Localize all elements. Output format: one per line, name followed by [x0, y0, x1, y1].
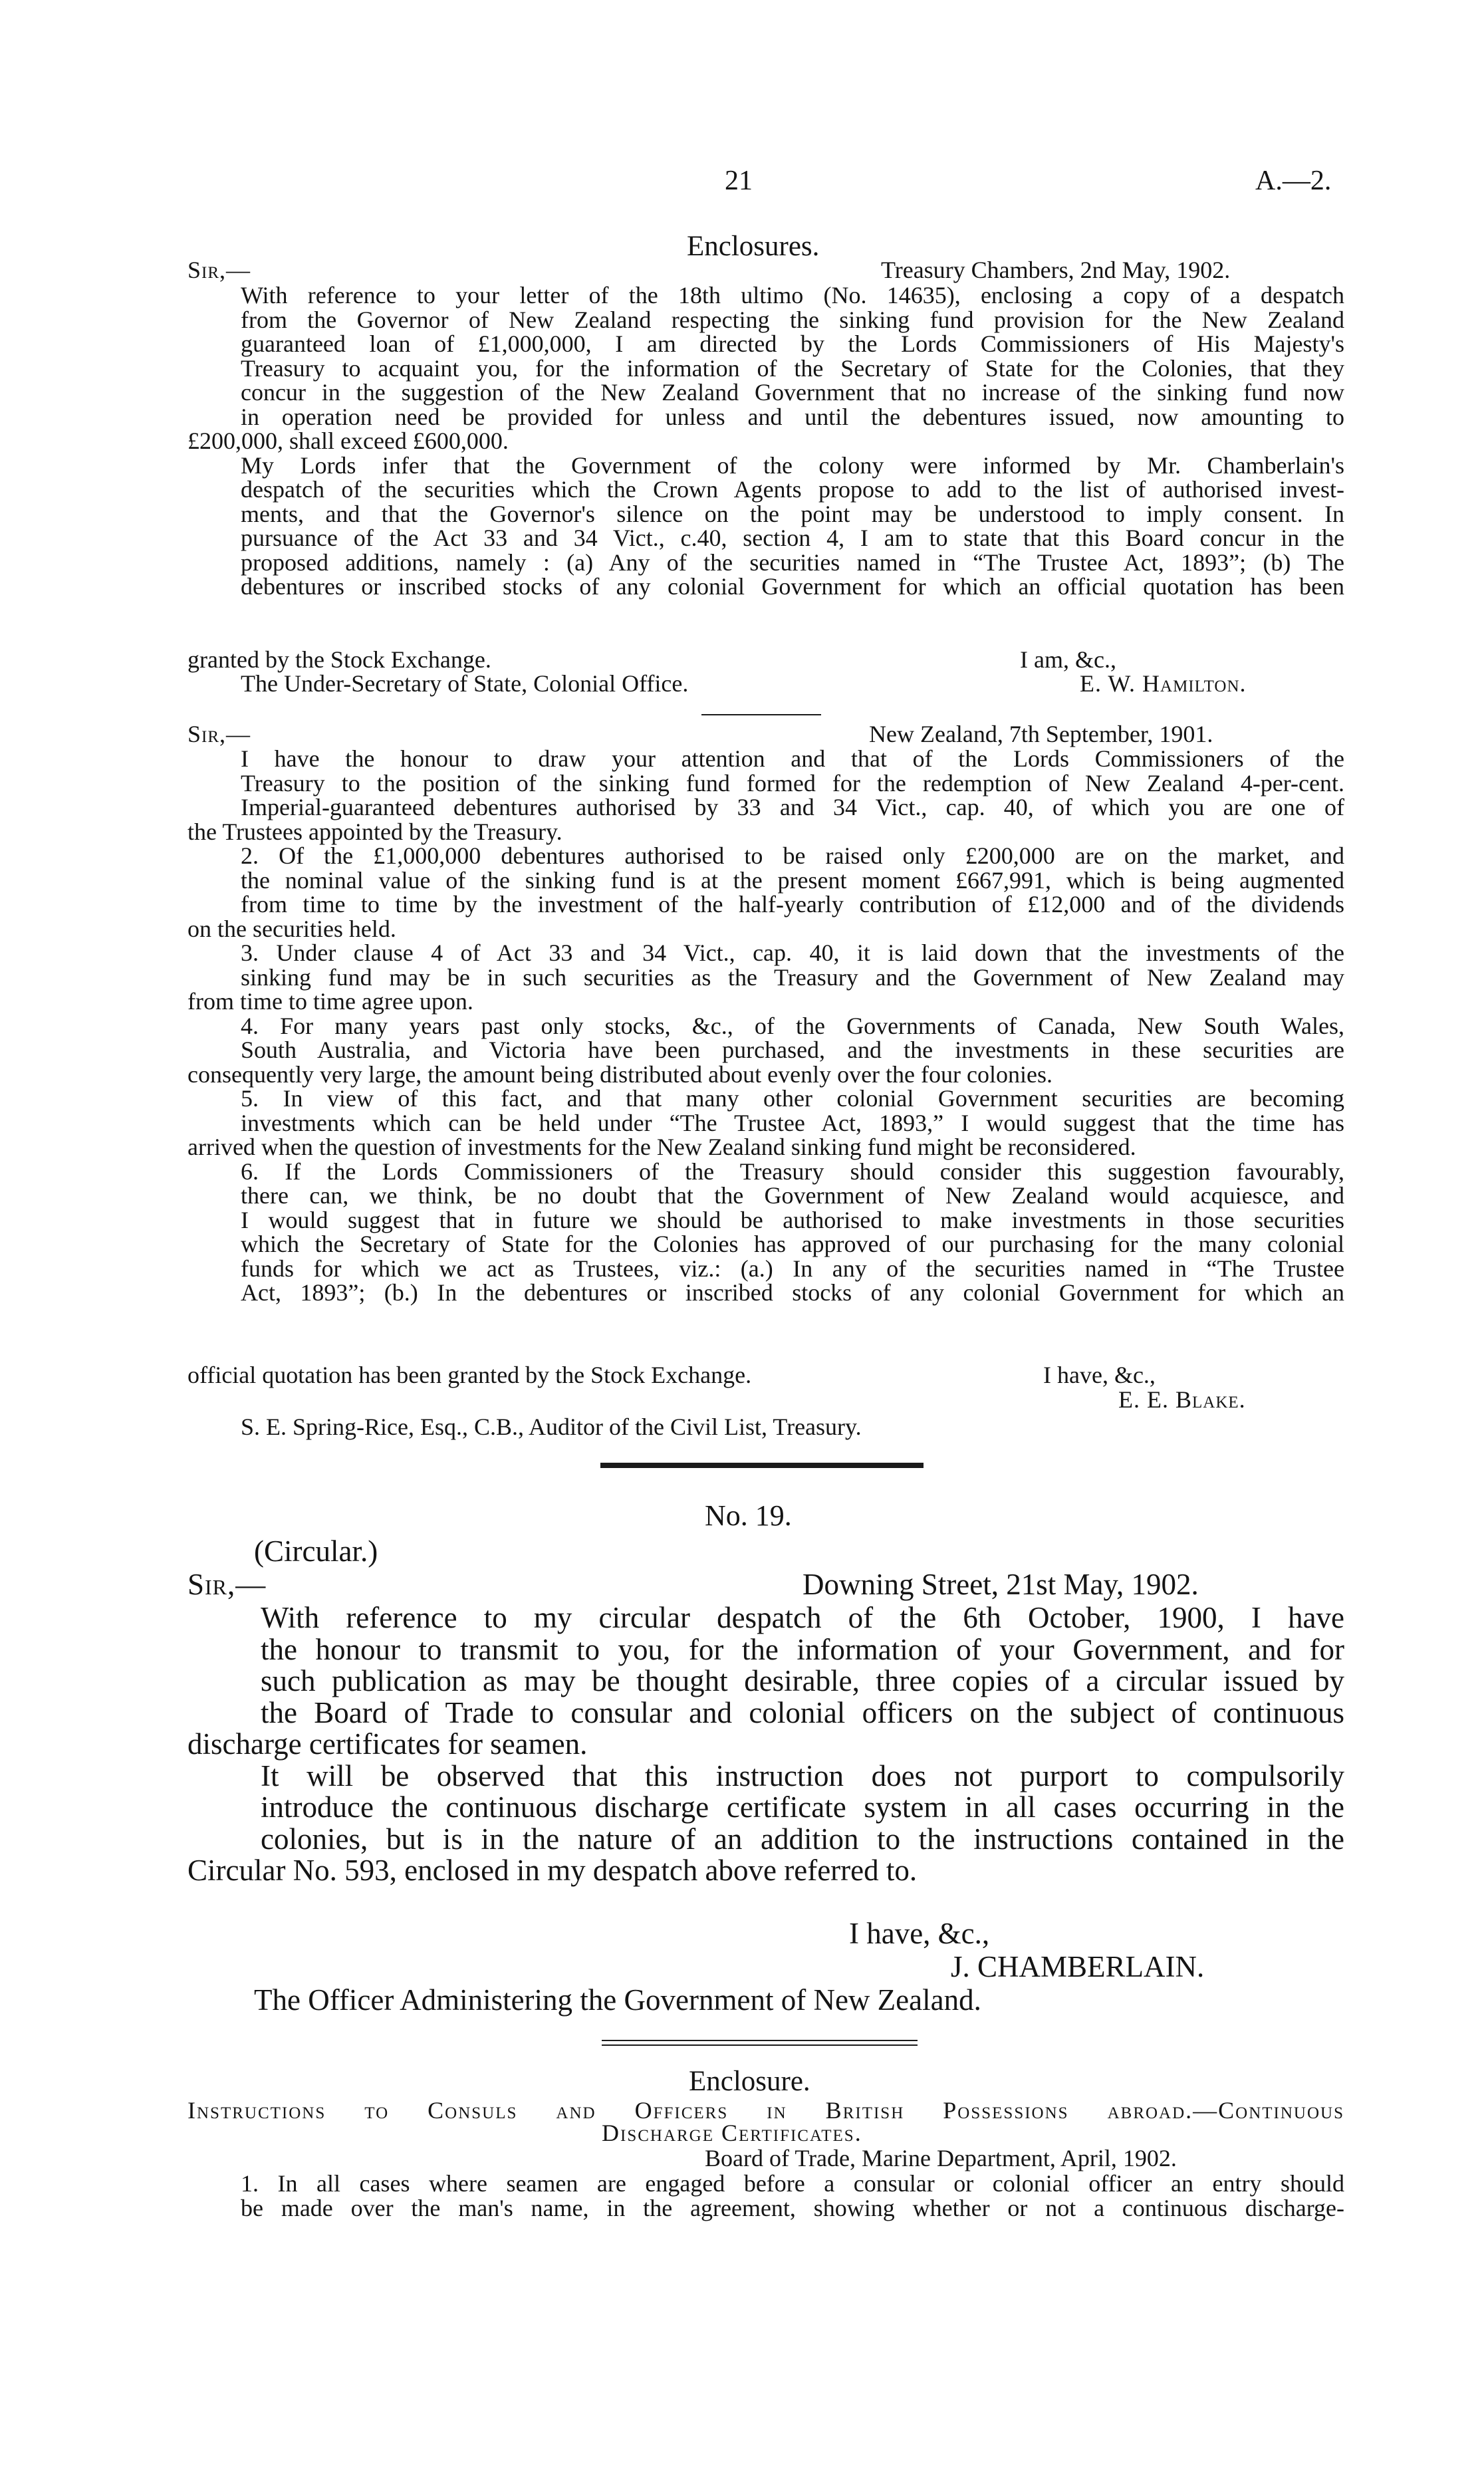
text-line: guaranteed loan of £1,000,000, I am directed by the Lords Commissioners of His Majesty's: [241, 330, 1344, 357]
text-line: proposed additions, namely : (a) Any of the securities named in “The Trustee Act, 1893”; (b) The: [241, 549, 1344, 576]
signature: J. CHAMBERLAIN.: [951, 1950, 1205, 1983]
text-line: pursuance of the Act 33 and 34 Vict., c.40, section 4, I am to state that this Board concur in the: [241, 525, 1344, 551]
text-line: despatch of the securities which the Crown Agents propose to add to the list of authorised invest-: [241, 476, 1344, 503]
instructions-heading-cont: Discharge Certificates.: [602, 2120, 862, 2146]
paragraph: [187, 1160, 1344, 1305]
text-line: With reference to my circular despatch of the 6th October, 1900, I have: [261, 1601, 1344, 1634]
paragraph: [187, 1014, 1344, 1062]
paragraph: [187, 453, 1344, 599]
salutation: Sir,—: [187, 257, 251, 283]
text-line: introduce the continuous discharge certificate system in all cases occurring in the: [261, 1790, 1344, 1824]
paragraph: [187, 2171, 1344, 2220]
text-line: 2. Of the £1,000,000 debentures authorised to be raised only £200,000 are on the market, and: [241, 842, 1344, 869]
despatch-body: [187, 1602, 1344, 1887]
instructions-heading: Instructions to Consuls and Officers in British Possessions abroad.—Continuous: [187, 2097, 1344, 2124]
text-line: the Trustees appointed by the Treasury.: [187, 818, 562, 845]
text-line: Treasury to the position of the sinking fund formed for the redemption of New Zealand 4-per-cent.: [241, 769, 1344, 797]
text-line: 3. Under clause 4 of Act 33 and 34 Vict., cap. 40, it is laid down that the investments of the: [241, 939, 1344, 966]
dateline: New Zealand, 7th September, 1901.: [869, 721, 1213, 747]
paragraph: [187, 283, 1344, 429]
paragraph: [187, 1086, 1344, 1135]
text-line: ments, and that the Governor's silence on the point may be understood to imply consent. In: [241, 500, 1344, 527]
text-line: arrived when the question of investments for the New Zealand sinking fund might be reconsidered.: [187, 1134, 1136, 1160]
text-line: Treasury to acquaint you, for the information of the Secretary of State for the Colonies, that they: [241, 354, 1344, 382]
text-line: sinking fund may be in such securities as the Treasury and the Government of New Zealand may: [241, 963, 1344, 991]
text-line: colonies, but is in the nature of an addition to the instructions contained in the: [261, 1822, 1344, 1856]
paragraph: [187, 1602, 1344, 1729]
text-line: With reference to your letter of the 18th ultimo (No. 14635), enclosing a copy of a despatch: [241, 282, 1344, 308]
paragraph: [187, 844, 1344, 917]
text-line: Imperial-guaranteed debentures authorised by 33 and 34 Vict., cap. 40, of which you are one of: [241, 794, 1344, 820]
text-line: investments which can be held under “The Trustee Act, 1893,” I would suggest that the time has: [241, 1109, 1344, 1136]
thick-divider: [600, 1463, 924, 1468]
text-line: debentures or inscribed stocks of any colonial Government for which an official quotation has been: [241, 573, 1344, 600]
text-line: 1. In all cases where seamen are engaged before a consular or colonial officer an entry should: [241, 2170, 1344, 2197]
enclosure-body: [187, 2171, 1344, 2220]
text-line: granted by the Stock Exchange.: [187, 646, 491, 673]
enclosure-1-body: [187, 283, 1344, 599]
signature: E. W. Hamilton.: [1080, 670, 1247, 697]
text-line: 6. If the Lords Commissioners of the Treasury should consider this suggestion favourably,: [241, 1158, 1344, 1185]
paragraph: [187, 747, 1344, 820]
text-line: the nominal value of the sinking fund is at the present moment £667,991, which is being augmented: [241, 866, 1344, 894]
text-line: the Board of Trade to consular and colonial officers on the subject of continuous: [261, 1695, 1344, 1729]
text-line: the honour to transmit to you, for the information of your Government, and for: [261, 1632, 1344, 1666]
addressee: The Under-Secretary of State, Colonial Office.: [241, 670, 689, 697]
closing: I have, &c.,: [849, 1917, 990, 1950]
text-line: South Australia, and Victoria have been purchased, and the investments in these securities are: [241, 1037, 1344, 1063]
double-divider-bottom: [602, 2044, 918, 2046]
text-line: Circular No. 593, enclosed in my despatch above referred to.: [187, 1854, 918, 1887]
addressee: The Officer Administering the Government of New Zealand.: [254, 1983, 981, 2017]
text-line: from time to time by the investment of the half-yearly contribution of £12,000 and of the dividends: [241, 891, 1344, 918]
closing: I am, &c.,: [1020, 646, 1116, 673]
text-line: 5. In view of this fact, and that many other colonial Government securities are becoming: [241, 1085, 1344, 1112]
dateline: Treasury Chambers, 2nd May, 1902.: [881, 257, 1231, 283]
double-divider-top: [602, 2040, 918, 2041]
addressee: S. E. Spring-Rice, Esq., C.B., Auditor of the Civil List, Treasury.: [241, 1414, 862, 1440]
text-line: My Lords infer that the Government of the colony were informed by Mr. Chamberlain's: [241, 451, 1344, 479]
dateline: Board of Trade, Marine Department, April, 1902.: [705, 2145, 1177, 2171]
page-number: 21: [725, 166, 753, 196]
text-line: funds for which we act as Trustees, viz.: (a.) In any of the securities named in “The Trustee: [241, 1255, 1344, 1282]
text-line: in operation need be provided for unless and until the debentures issued, now amounting to: [241, 403, 1344, 430]
text-line: £200,000, shall exceed £600,000.: [187, 428, 509, 454]
dateline: Downing Street, 21st May, 1902.: [803, 1568, 1199, 1601]
despatch-number: No. 19.: [705, 1499, 792, 1532]
salutation: Sir,—: [187, 721, 251, 747]
text-line: be made over the man's name, in the agreement, showing whether or not a continuous discharge-: [241, 2194, 1344, 2221]
text-line: I have the honour to draw your attention and that of the Lords Commissioners of the: [241, 745, 1344, 772]
text-line: discharge certificates for seamen.: [187, 1727, 588, 1761]
enclosure-2-body: [187, 747, 1344, 1305]
closing: I have, &c.,: [1043, 1362, 1156, 1388]
paper-reference: A.—2.: [1255, 166, 1332, 196]
text-line: official quotation has been granted by the Stock Exchange.: [187, 1362, 752, 1388]
text-line: from time to time agree upon.: [187, 988, 473, 1015]
paragraph: [187, 941, 1344, 989]
paragraph: [187, 1761, 1344, 1856]
circular-label: (Circular.): [254, 1535, 378, 1568]
divider: [701, 714, 821, 715]
enclosures-title: Enclosures.: [687, 231, 820, 262]
enclosure-title: Enclosure.: [689, 2066, 810, 2097]
text-line: I would suggest that in future we should be authorised to make investments in those securities: [241, 1206, 1344, 1233]
text-line: consequently very large, the amount being distributed about evenly over the four colonies.: [187, 1060, 1052, 1088]
text-line: which the Secretary of State for the Colonies has approved of our purchasing for the many colonial: [241, 1231, 1344, 1257]
text-line: It will be observed that this instruction does not purport to compulsorily: [261, 1759, 1344, 1792]
text-line: 4. For many years past only stocks, &c., of the Governments of Canada, New South Wales,: [241, 1012, 1344, 1039]
text-line: there can, we think, be no doubt that the Government of New Zealand would acquiesce, and: [241, 1182, 1344, 1209]
text-line: on the securities held.: [187, 915, 396, 942]
text-line: Act, 1893”; (b.) In the debentures or inscribed stocks of any colonial Government for which an: [241, 1279, 1344, 1306]
text-line: from the Governor of New Zealand respecting the sinking fund provision for the New Zealand: [241, 306, 1344, 333]
text-line: such publication as may be thought desirable, three copies of a circular issued by: [261, 1664, 1344, 1697]
salutation: Sir,—: [187, 1568, 267, 1601]
text-line: concur in the suggestion of the New Zealand Government that no increase of the sinking fund now: [241, 379, 1344, 406]
signature: E. E. Blake.: [1118, 1386, 1246, 1413]
